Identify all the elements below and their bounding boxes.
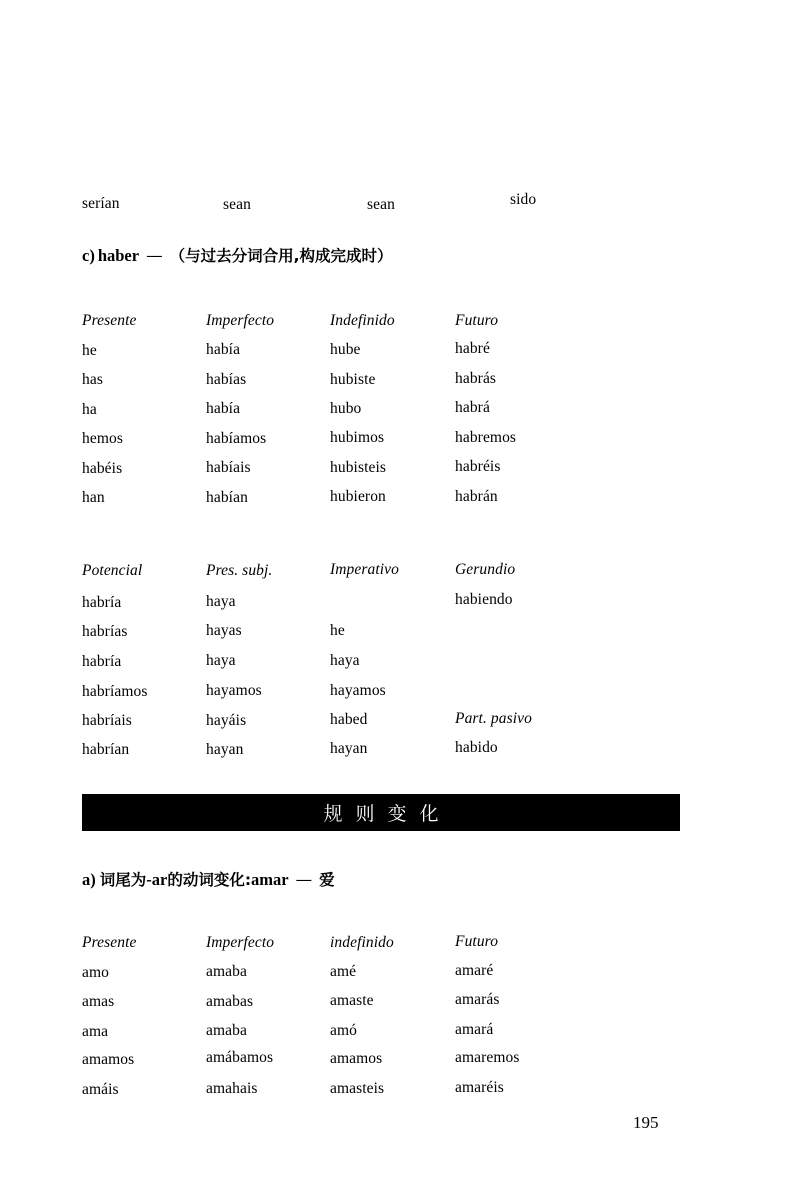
haber-t1-r3c4: habrá <box>455 399 490 416</box>
haber-t2-header-pres-subj: Pres. subj. <box>206 562 273 579</box>
amar-t1-r4c2: amábamos <box>206 1049 274 1066</box>
haber-t2-r6c2: hayan <box>206 741 244 758</box>
section-banner <box>82 794 680 831</box>
haber-t2-header-imperativo: Imperativo <box>330 561 400 578</box>
amar-t1-r3c3: amó <box>330 1022 357 1039</box>
amar-t1-r2c4: amarás <box>455 991 500 1008</box>
haber-t1-r1c3: hube <box>330 341 361 358</box>
haber-heading-note: （与过去分词合用,构成完成时） <box>169 247 393 265</box>
amar-section-heading <box>82 872 335 889</box>
amar-heading-dash: — <box>295 870 313 889</box>
amar-t1-r3c1: ama <box>82 1023 109 1040</box>
haber-t2-r2c3: he <box>330 622 345 639</box>
amar-t1-r5c1: amáis <box>82 1081 119 1098</box>
amar-heading-ending: -ar <box>146 870 168 889</box>
haber-t2-r1c4: habiendo <box>455 591 513 608</box>
haber-t2-header-potencial: Potencial <box>82 562 143 579</box>
haber-t1-r4c4: habremos <box>455 429 517 446</box>
haber-t2-r2c2: hayas <box>206 622 242 639</box>
amar-t1-header-presente: Presente <box>82 934 137 951</box>
continuation-cell-4: sido <box>510 191 537 208</box>
haber-t1-r2c4: habrás <box>455 370 497 387</box>
haber-section-heading <box>82 248 392 265</box>
haber-t1-r2c3: hubiste <box>330 371 376 388</box>
haber-t1-r1c2: había <box>206 341 241 358</box>
amar-t1-r1c3: amé <box>330 963 357 980</box>
amar-t1-header-imperfecto: Imperfecto <box>206 934 275 951</box>
haber-t1-r1c1: he <box>82 342 97 359</box>
amar-t1-r5c4: amaréis <box>455 1079 504 1096</box>
haber-t2-r1c2: haya <box>206 593 236 610</box>
amar-heading-meaning: 爱 <box>319 871 335 889</box>
amar-heading-verb: amar <box>251 870 289 889</box>
haber-t1-r5c1: habéis <box>82 460 123 477</box>
haber-t1-r4c1: hemos <box>82 430 123 447</box>
haber-heading-verb: haber <box>97 246 140 265</box>
haber-t2-r6c4: habido <box>455 739 498 756</box>
amar-t1-r2c2: amabas <box>206 993 254 1010</box>
haber-t1-r2c1: has <box>82 371 103 388</box>
haber-t2-r5c1: habríais <box>82 712 132 729</box>
haber-t1-r5c3: hubisteis <box>330 459 387 476</box>
haber-t1-r3c1: ha <box>82 401 97 418</box>
amar-t1-header-futuro: Futuro <box>455 933 499 950</box>
amar-t1-r1c4: amaré <box>455 962 494 979</box>
haber-t1-r6c2: habían <box>206 489 248 506</box>
haber-t1-r6c4: habrán <box>455 488 498 505</box>
amar-t1-r4c1: amamos <box>82 1051 135 1068</box>
amar-t1-r5c3: amasteis <box>330 1080 385 1097</box>
haber-t1-header-imperfecto: Imperfecto <box>206 312 275 329</box>
haber-t1-r3c2: había <box>206 400 241 417</box>
amar-t1-r1c2: amaba <box>206 963 247 980</box>
continuation-cell-3: sean <box>367 196 395 213</box>
haber-t1-header-presente: Presente <box>82 312 137 329</box>
haber-t2-r6c3: hayan <box>330 740 368 757</box>
amar-t1-r4c4: amaremos <box>455 1049 520 1066</box>
haber-t2-r4c3: hayamos <box>330 682 386 699</box>
amar-t1-r3c2: amaba <box>206 1022 247 1039</box>
haber-t1-r6c1: han <box>82 489 105 506</box>
amar-heading-note-before: 词尾为 <box>99 871 147 889</box>
haber-t2-r2c1: habrías <box>82 623 128 640</box>
amar-t1-r2c1: amas <box>82 993 115 1010</box>
haber-t2-r1c1: habría <box>82 594 122 611</box>
haber-t1-r4c3: hubimos <box>330 429 385 446</box>
haber-t2-r4c2: hayamos <box>206 682 262 699</box>
haber-t2-r3c3: haya <box>330 652 360 669</box>
haber-t1-r1c4: habré <box>455 340 490 357</box>
haber-t1-header-futuro: Futuro <box>455 312 499 329</box>
amar-t1-header-indefinido: indefinido <box>330 934 394 951</box>
amar-t1-r1c1: amo <box>82 964 109 981</box>
haber-t1-r5c2: habíais <box>206 459 251 476</box>
amar-t1-r3c4: amará <box>455 1021 494 1038</box>
haber-t2-part-pasivo-header: Part. pasivo <box>455 710 532 727</box>
haber-t2-r3c2: haya <box>206 652 236 669</box>
haber-t1-r4c2: habíamos <box>206 430 267 447</box>
amar-t1-r4c3: amamos <box>330 1050 383 1067</box>
haber-heading-marker: c) <box>82 246 95 265</box>
continuation-cell-2: sean <box>223 196 251 213</box>
amar-heading-marker: a) <box>82 870 96 889</box>
haber-t2-r6c1: habrían <box>82 741 130 758</box>
haber-t1-header-indefinido: Indefinido <box>330 312 395 329</box>
haber-t2-r3c1: habría <box>82 653 122 670</box>
haber-t2-r5c3: habed <box>330 711 368 728</box>
page-number: 195 <box>633 1113 659 1132</box>
amar-heading-note-middle: 的动词变化: <box>167 871 252 889</box>
amar-t1-r5c2: amahais <box>206 1080 258 1097</box>
continuation-cell-1: serían <box>82 195 120 212</box>
haber-t2-r5c2: hayáis <box>206 712 247 729</box>
haber-t1-r3c3: hubo <box>330 400 362 417</box>
haber-heading-dash: — <box>146 246 163 265</box>
haber-t1-r2c2: habías <box>206 371 247 388</box>
section-banner-text: 规则变化 <box>323 803 452 825</box>
amar-t1-r2c3: amaste <box>330 992 374 1009</box>
haber-t1-r5c4: habréis <box>455 458 501 475</box>
haber-t1-r6c3: hubieron <box>330 488 386 505</box>
haber-t2-header-gerundio: Gerundio <box>455 561 516 578</box>
haber-t2-r4c1: habríamos <box>82 683 148 700</box>
